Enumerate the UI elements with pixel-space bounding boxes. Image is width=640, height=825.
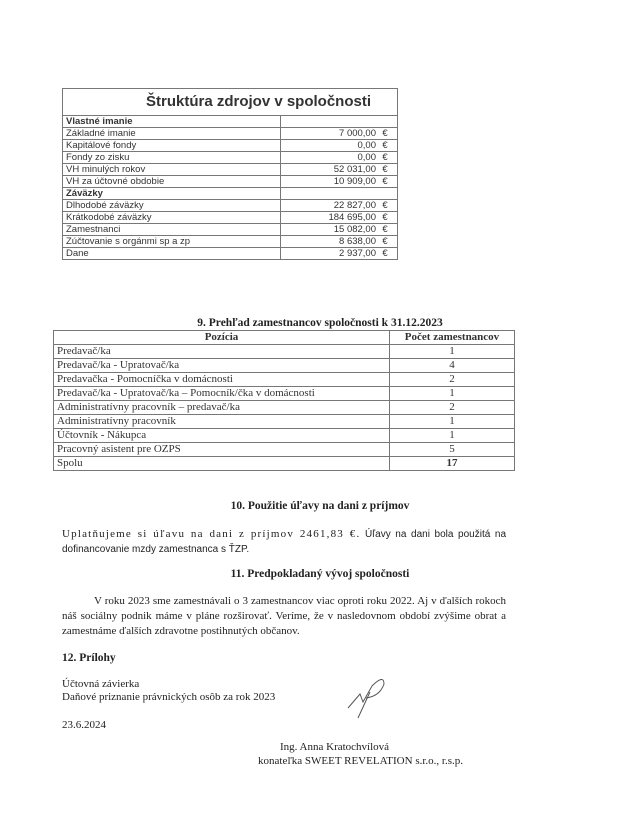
count: 1 — [390, 387, 515, 401]
row-label: Zúčtovanie s orgánmi sp a zp — [63, 236, 281, 248]
row-value: 22 827,00 — [333, 200, 376, 211]
count: 2 — [390, 373, 515, 387]
table-row — [54, 373, 515, 387]
table-row — [54, 345, 515, 359]
table-row — [54, 401, 515, 415]
count: 1 — [390, 345, 515, 359]
currency: € — [382, 140, 388, 151]
row-label: Kapitálové fondy — [63, 140, 281, 152]
row-label: VH za účtovné obdobie — [63, 176, 281, 188]
table-row — [54, 443, 515, 457]
row-value: 184 695,00 — [328, 212, 376, 223]
row-value: 8 638,00 — [339, 236, 376, 247]
position: Predavač/ka - Upratovač/ka — [54, 359, 390, 373]
relief-amount-text: Uplatňujeme si úľavu na dani z príjmov 2461,83 €. — [62, 528, 361, 540]
position: Predavačka - Pomocníčka v domácnosti — [54, 373, 390, 387]
count: 1 — [390, 429, 515, 443]
position: Predavač/ka — [54, 345, 390, 359]
date: 23.6.2024 — [62, 719, 106, 731]
row-label: Fondy zo zisku — [63, 152, 281, 164]
currency: € — [382, 212, 388, 223]
signatory-role: konateľka SWEET REVELATION s.r.o., r.s.p. — [258, 755, 463, 767]
count: 4 — [390, 359, 515, 373]
attachment-item: Daňové priznanie právnických osôb za rok 2023 — [62, 691, 276, 703]
currency: € — [382, 200, 388, 211]
section-10-heading: 10. Použitie úľavy na dani z príjmov — [230, 500, 410, 512]
position: Administratívny pracovník — [54, 415, 390, 429]
row-value: 15 082,00 — [333, 224, 376, 235]
row-value: 0,00 — [357, 152, 376, 163]
currency: € — [382, 128, 388, 139]
position: Pracovný asistent pre OZPS — [54, 443, 390, 457]
section-12-heading: 12. Prílohy — [62, 652, 116, 664]
table-row — [63, 128, 398, 140]
row-value: 52 031,00 — [333, 164, 376, 175]
employees-table — [53, 330, 515, 471]
attachment-item: Účtovná závierka — [62, 678, 140, 690]
table-row — [63, 140, 398, 152]
count: 2 — [390, 401, 515, 415]
table-row — [54, 359, 515, 373]
table-row — [63, 212, 398, 224]
table-row — [63, 164, 398, 176]
header-position: Pozícia — [54, 331, 390, 345]
table-row — [63, 224, 398, 236]
row-label: Základné imanie — [63, 128, 281, 140]
table-row — [54, 415, 515, 429]
currency: € — [382, 164, 388, 175]
row-label: Zamestnanci — [63, 224, 281, 236]
section-11-heading: 11. Predpokladaný vývoj spoločnosti — [230, 568, 410, 580]
currency: € — [382, 248, 388, 259]
currency: € — [382, 176, 388, 187]
header-count: Počet zamestnancov — [390, 331, 515, 345]
row-value: 7 000,00 — [339, 128, 376, 139]
table-row — [63, 152, 398, 164]
count: 5 — [390, 443, 515, 457]
total-count: 17 — [390, 457, 515, 471]
table-row — [63, 200, 398, 212]
position: Predavač/ka - Upratovač/ka – Pomocník/čka v domácnosti — [54, 387, 390, 401]
position: Administratívny pracovník – predavač/ka — [54, 401, 390, 415]
group-label: Záväzky — [63, 188, 281, 200]
table-row — [54, 387, 515, 401]
count: 1 — [390, 415, 515, 429]
currency: € — [382, 152, 388, 163]
resource-structure-table — [62, 88, 398, 260]
section-11-text: V roku 2023 sme zamestnávali o 3 zamestnancov viac oproti roku 2022. Aj v ďalších rokoch náš sociálny podnik máme v pláne rozširovať. Veríme, že v nasledovnom období zvýšime obrat a zamestnáme ďalších zdravotne postihnutých občanov. — [62, 595, 506, 637]
position: Účtovník - Nákupca — [54, 429, 390, 443]
signature-icon — [340, 672, 400, 722]
relief-usage-text: Úľavy na dani bola použitá na dofinancovanie mzdy zamestnanca s ŤZP. — [62, 529, 507, 555]
section-9-heading: 9. Prehľad zamestnancov spoločnosti k 31.12.2023 — [197, 317, 443, 329]
total-label: Spolu — [54, 457, 390, 471]
row-label: Krátkodobé záväzky — [63, 212, 281, 224]
table-title: Štruktúra zdrojov v spoločnosti — [63, 89, 398, 116]
table-row — [63, 248, 398, 260]
row-value: 0,00 — [357, 140, 376, 151]
table-row — [63, 176, 398, 188]
row-value: 2 937,00 — [339, 248, 376, 259]
group-label: Vlastné imanie — [63, 116, 281, 128]
currency: € — [382, 224, 388, 235]
section-10-text — [62, 527, 506, 557]
signatory-name: Ing. Anna Kratochvílová — [280, 741, 390, 753]
row-label: VH minulých rokov — [63, 164, 281, 176]
row-value: 10 909,00 — [333, 176, 376, 187]
row-label: Dlhodobé záväzky — [63, 200, 281, 212]
table-row — [63, 236, 398, 248]
row-label: Dane — [63, 248, 281, 260]
currency: € — [382, 236, 388, 247]
table-row — [54, 429, 515, 443]
total-row — [54, 457, 515, 471]
